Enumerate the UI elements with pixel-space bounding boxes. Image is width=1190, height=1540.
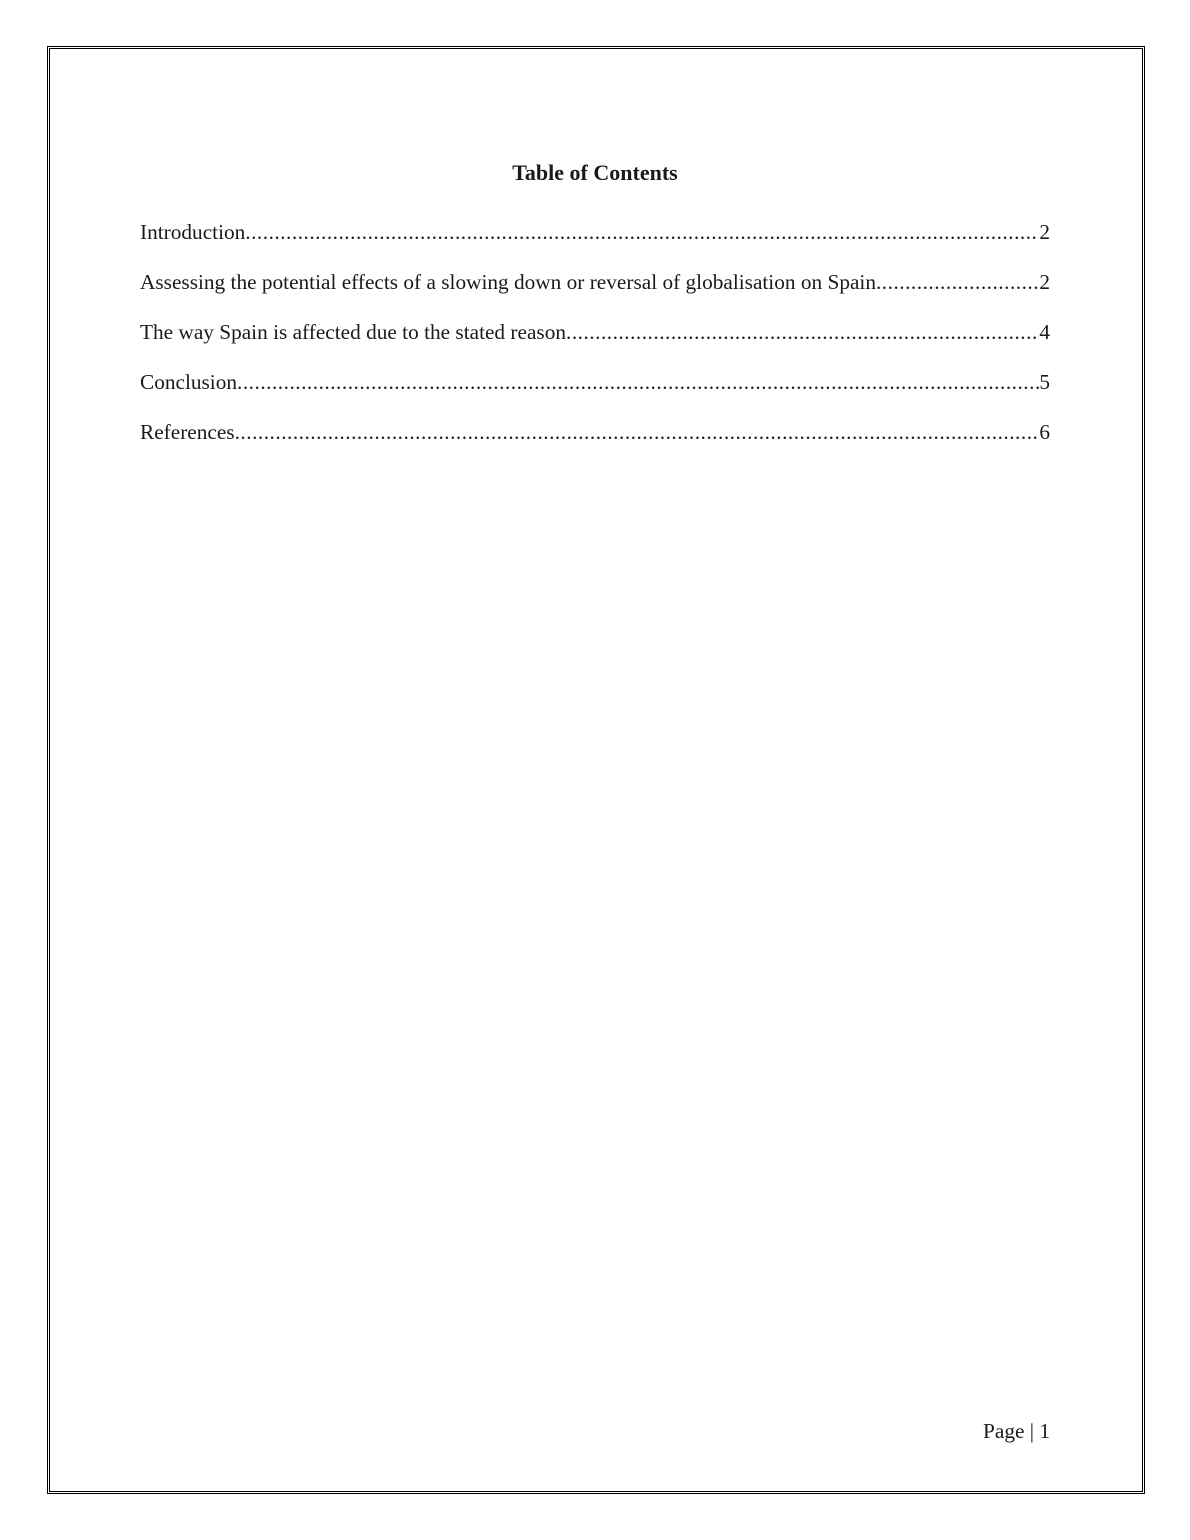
toc-dot-leader [245, 217, 1039, 247]
toc-dot-leader [876, 267, 1039, 297]
toc-title: Table of Contents [512, 160, 678, 185]
toc-entry-conclusion[interactable] [140, 367, 1050, 417]
toc-entry-title: Assessing the potential effects of a slowing down or reversal of globalisation on Spain [140, 270, 876, 294]
toc-entry-page: 5 [1039, 370, 1050, 394]
toc-entry-page: 6 [1039, 420, 1050, 444]
toc-entry-title: Conclusion [140, 370, 238, 394]
toc-dot-leader [235, 417, 1040, 447]
table-of-contents [140, 217, 1050, 467]
toc-entry-page: 4 [1039, 320, 1050, 344]
toc-entry-title: References [140, 420, 235, 444]
toc-dot-leader [237, 367, 1039, 397]
page-number-footer: Page | 1 [983, 1419, 1050, 1443]
toc-entry-introduction[interactable] [140, 217, 1050, 267]
toc-entry-page: 2 [1039, 220, 1050, 244]
toc-entry-page: 2 [1039, 270, 1050, 294]
toc-entry-title: Introduction [140, 220, 246, 244]
toc-dot-leader [566, 317, 1039, 347]
toc-entry-references[interactable] [140, 417, 1050, 467]
toc-entry-spain-affected[interactable] [140, 317, 1050, 367]
toc-entry-assessing-effects[interactable] [140, 267, 1050, 317]
toc-entry-title: The way Spain is affected due to the stated reason [140, 320, 566, 344]
